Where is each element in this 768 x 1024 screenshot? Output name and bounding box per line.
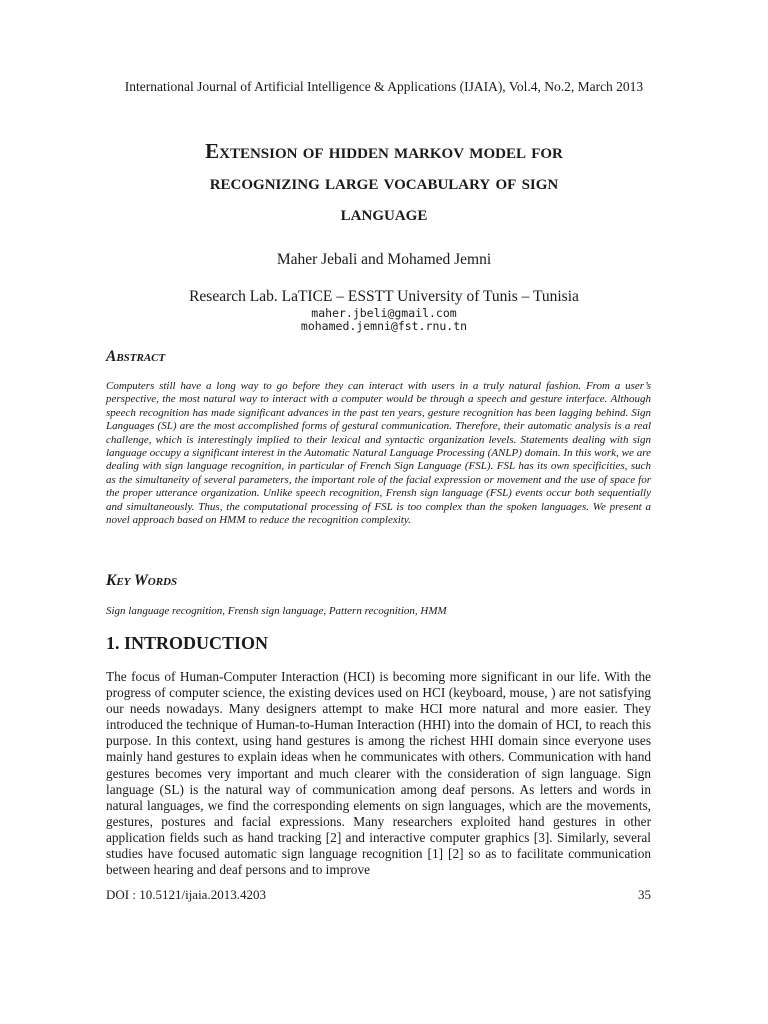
page-number: 35 [638,887,651,902]
email-list [0,307,768,333]
footer-doi: DOI : 10.5121/ijaia.2013.4203 [106,887,266,902]
introduction-heading: 1. INTRODUCTION [106,633,269,653]
email-1: maher.jbeli@gmail.com [311,306,457,320]
email-2: mohamed.jemni@fst.rnu.tn [300,319,468,333]
title-line-2: recognizing large vocabulary of sign [209,170,559,194]
title-line-3: language [340,201,428,225]
keywords-text: Sign language recognition, Frensh sign language, Pattern recognition, HMM [106,605,447,617]
paper-title [0,136,768,229]
title-line-1: Extension of hidden markov model for [205,139,563,163]
keywords-heading: Key Words [106,572,178,589]
affiliation: Research Lab. LaTICE – ESSTT University of Tunis – Tunisia [189,288,579,305]
journal-header: International Journal of Artificial Intelligence & Applications (IJAIA), Vol.4, No.2, March 2013 [124,79,644,94]
authors: Maher Jebali and Mohamed Jemni [276,251,492,268]
introduction-text: The focus of Human-Computer Interaction (HCI) is becoming more significant in our life. With the progress of computer science, the existing devices used on HCI (keyboard, mouse, ) are not satisfying our needs nowadays. Many designers attempt to make HCI more natural and more easier. They introduced the technique of Human-to-Human Interaction (HHI) into the domain of HCI, to reach this purpose. In this context, using hand gestures is among the richest HHI domain since everyone uses mainly hand gestures to explain ideas when he communicates with others. Communication with hand gestures becomes very important and much clearer with the consideration of sign language. Sign language (SL) is the natural way of communication among deaf persons. As letters and words in natural languages, we find the corresponding elements on sign languages, which are the movements, gestures, postures and facial expressions. Many researchers exploited hand gestures in other application fields such as hand tracking [2] and interactive computer graphics [3]. Similarly, several studies have focused automatic sign language recognition [1] [2] so as to facilitate communication between hearing and deaf persons and to improve [106,669,651,878]
abstract-heading: Abstract [106,348,166,365]
abstract-text: Computers still have a long way to go before they can interact with users in a truly natural fashion. From a user’s perspective, the most natural way to interact with a computer would be through a speech and gesture interface. Although speech recognition has made significant advances in the past ten years, gesture recognition has been lagging behind. Sign Languages (SL) are the most accomplished forms of gestural communication. Therefore, their automatic analysis is a real challenge, which is interestingly implied to their lexical and syntactic organization levels. Statements dealing with sign language occupy a significant interest in the Automatic Natural Language Processing (ANLP) domain. In this work, we are dealing with sign language recognition, in particular of French Sign Language (FSL). FSL has its own specificities, such as the simultaneity of several parameters, the important role of the facial expression or movement and the use of space for the proper utterance organization. Unlike speech recognition, Frensh sign language (FSL) events occur both sequentially and simultaneously. Thus, the computational processing of FSL is too complex than the spoken languages. We present a novel approach based on HMM to reduce the recognition complexity. [106,380,651,527]
